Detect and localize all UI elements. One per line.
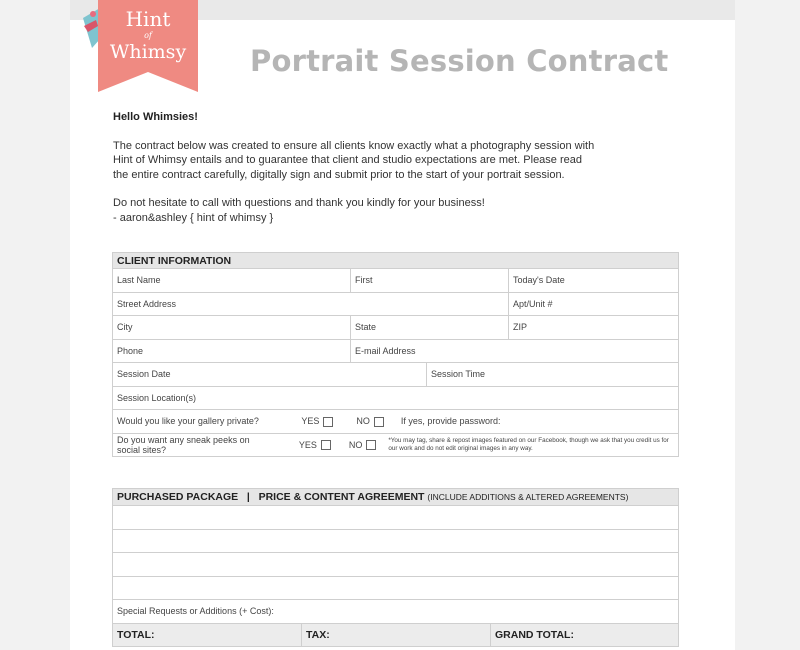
gallery-private-row xyxy=(113,410,679,434)
phone-field[interactable]: Phone xyxy=(113,339,351,363)
intro-line: the entire contract carefully, digitally sign and submit prior to the start of your portrait session. xyxy=(113,168,565,181)
gallery-no-checkbox[interactable] xyxy=(374,417,384,427)
sneak-peek-note: *You may tag, share & repost images featured on our Facebook, though we ask that you credit us for our work and do not edit original images in any way. xyxy=(388,436,669,452)
tax-field[interactable]: TAX: xyxy=(302,623,491,647)
sneak-no-checkbox[interactable] xyxy=(366,440,376,450)
package-line-2[interactable] xyxy=(113,529,679,553)
intro-line: Hint of Whimsy entails and to guarantee that client and studio expectations are met. Please read xyxy=(113,154,582,166)
special-requests-field[interactable]: Special Requests or Additions (+ Cost): xyxy=(113,600,679,624)
client-info-heading: CLIENT INFORMATION xyxy=(113,253,679,269)
intro-paragraph-2 xyxy=(113,196,693,225)
contract-page xyxy=(70,0,735,650)
purchased-package-table xyxy=(112,488,679,647)
first-name-field[interactable]: First xyxy=(351,269,509,293)
no-label: NO xyxy=(348,439,363,450)
hint-of-whimsy-logo xyxy=(78,0,198,95)
last-name-field[interactable]: Last Name xyxy=(113,269,351,293)
city-field[interactable]: City xyxy=(113,316,351,340)
intro-line: The contract below was created to ensure all clients know exactly what a photography session with xyxy=(113,139,595,152)
sneak-peeks-row xyxy=(113,433,679,457)
session-date-field[interactable]: Session Date xyxy=(113,363,427,387)
package-line-1[interactable] xyxy=(113,506,679,530)
package-heading-cell xyxy=(113,489,679,506)
document-title: Portrait Session Contract xyxy=(250,44,669,78)
intro-line: Do not hesitate to call with questions and thank you kindly for your business! xyxy=(113,197,485,209)
sneak-yes-checkbox[interactable] xyxy=(321,440,331,450)
package-line-4[interactable] xyxy=(113,576,679,600)
password-label[interactable]: If yes, provide password: xyxy=(400,415,501,426)
session-location-field[interactable]: Session Location(s) xyxy=(113,386,679,410)
intro-text xyxy=(113,110,693,239)
zip-field[interactable]: ZIP xyxy=(509,316,679,340)
email-field[interactable]: E-mail Address xyxy=(351,339,679,363)
state-field[interactable]: State xyxy=(351,316,509,340)
gallery-private-question: Would you like your gallery private? xyxy=(117,415,259,426)
total-field[interactable]: TOTAL: xyxy=(113,623,302,647)
package-subheading: (INCLUDE ADDITIONS & ALTERED AGREEMENTS) xyxy=(427,492,629,502)
intro-paragraph-1 xyxy=(113,139,693,183)
package-heading: PURCHASED PACKAGE | PRICE & CONTENT AGREEMENT xyxy=(117,491,425,503)
signature-line: - aaron&ashley { hint of whimsy } xyxy=(113,211,274,224)
logo-line1: Hint xyxy=(125,7,171,31)
grand-total-field[interactable]: GRAND TOTAL: xyxy=(491,623,679,647)
logo-line3: Whimsy xyxy=(109,41,187,63)
client-information-table xyxy=(112,252,679,457)
logo-line2: of xyxy=(144,31,152,40)
session-time-field[interactable]: Session Time xyxy=(427,363,679,387)
no-label: NO xyxy=(356,415,370,426)
apt-unit-field[interactable]: Apt/Unit # xyxy=(509,292,679,316)
yes-label: YES xyxy=(298,439,317,450)
gallery-yes-checkbox[interactable] xyxy=(323,417,333,427)
yes-label: YES xyxy=(301,415,320,426)
todays-date-field[interactable]: Today's Date xyxy=(509,269,679,293)
greeting: Hello Whimsies! xyxy=(113,111,198,123)
sneak-peeks-question: Do you want any sneak peeks on social sites? xyxy=(117,434,250,455)
package-line-3[interactable] xyxy=(113,553,679,577)
street-address-field[interactable]: Street Address xyxy=(113,292,509,316)
